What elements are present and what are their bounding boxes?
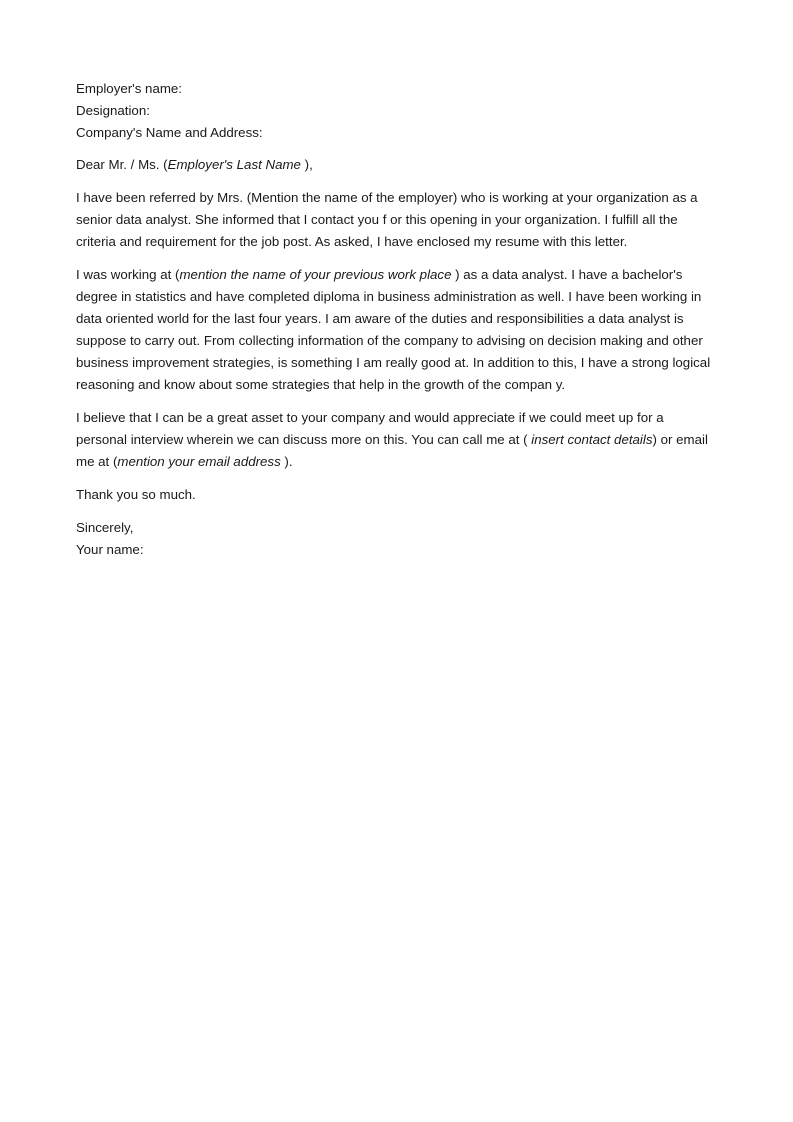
paragraph-line: business improvement strategies, is something I am really good at. In addition to this, I have a strong logical: [76, 355, 711, 370]
company-name-address-label: Company's Name and Address:: [76, 125, 263, 140]
previous-workplace-placeholder: mention the name of your previous work place: [179, 267, 452, 282]
designation-label: Designation:: [76, 103, 150, 118]
salutation-suffix: ),: [300, 157, 313, 172]
paragraph-line: degree in statistics and have completed diploma in business administration as well. I have been working in: [76, 289, 702, 304]
paragraph-contact: [76, 407, 708, 473]
your-name-label: Your name:: [76, 542, 144, 557]
paragraph-line: I believe that I can be a great asset to your company and would appreciate if we could meet up for a: [76, 410, 664, 425]
paragraph-experience: [76, 264, 711, 396]
thank-you-line: Thank you so much.: [76, 487, 196, 502]
cover-letter: [76, 78, 711, 571]
paragraph-line: I have been referred by Mrs. (Mention the name of the employer) who is working at your organization as a: [76, 190, 698, 205]
paragraph-line: data oriented world for the last four years. I am aware of the duties and responsibilities a data analyst is: [76, 311, 684, 326]
email-address-placeholder: mention your email address: [117, 454, 281, 469]
recipient-header: [76, 78, 708, 144]
salutation: [76, 154, 708, 176]
paragraph-line: personal interview wherein we can discuss more on this. You can call me at ( insert contact details) or email: [76, 432, 708, 447]
salutation-prefix: Dear Mr. / Ms. (: [76, 157, 168, 172]
signature-block: [76, 517, 708, 561]
paragraph-referral: [76, 187, 708, 253]
closing-sincerely: Sincerely,: [76, 520, 134, 535]
paragraph-line: senior data analyst. She informed that I contact you f or this opening in your organization. I fulfill all the: [76, 212, 678, 227]
paragraph-line: suppose to carry out. From collecting information of the company to advising on decision making and other: [76, 333, 703, 348]
paragraph-line: reasoning and know about some strategies that help in the growth of the compan y.: [76, 377, 566, 392]
paragraph-line: me at (mention your email address ).: [76, 454, 293, 469]
paragraph-line: I was working at (mention the name of your previous work place ) as a data analyst. I have a bachelor's: [76, 267, 683, 282]
employer-name-label: Employer's name:: [76, 81, 182, 96]
paragraph-line: criteria and requirement for the job post. As asked, I have enclosed my resume with this letter.: [76, 234, 628, 249]
salutation-placeholder: Employer's Last Name: [167, 157, 301, 172]
contact-details-placeholder: insert contact details: [531, 432, 653, 447]
